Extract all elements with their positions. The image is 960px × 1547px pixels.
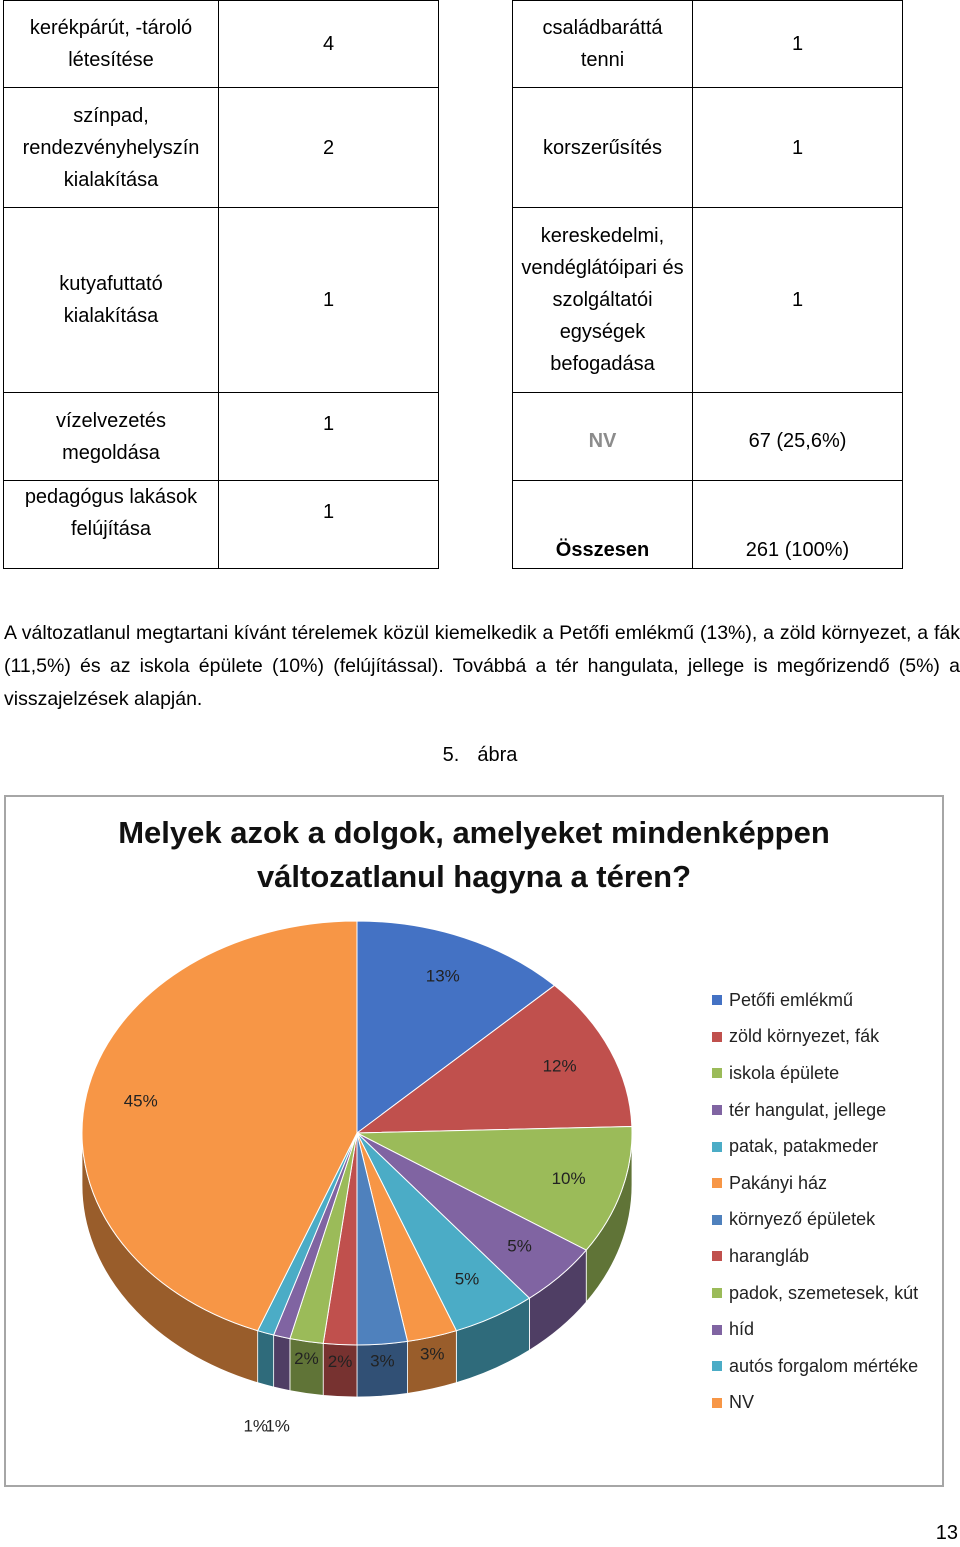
table-cell-value: 67 (25,6%) bbox=[693, 393, 903, 481]
pie-data-label: 3% bbox=[419, 1344, 445, 1364]
pie-tops bbox=[82, 921, 632, 1345]
pie-data-label: 2% bbox=[294, 1348, 319, 1368]
legend-swatch bbox=[712, 1105, 722, 1115]
table-cell-value: 1 bbox=[219, 208, 439, 393]
table-cell-label: családbaráttá tenni bbox=[513, 1, 693, 88]
legend-item bbox=[712, 982, 918, 1019]
nv-label: NV bbox=[513, 393, 693, 481]
table-cell-value: 1 bbox=[219, 481, 439, 569]
pie-data-label: 2% bbox=[327, 1352, 353, 1372]
chart-legend bbox=[712, 982, 918, 1421]
legend-item bbox=[712, 1202, 918, 1239]
legend-item bbox=[712, 1348, 918, 1385]
pie-data-label: 45% bbox=[123, 1091, 158, 1111]
table-cell-label: kerékpárút, -tároló létesítése bbox=[4, 1, 219, 88]
legend-swatch bbox=[712, 1251, 722, 1261]
table-cell-value: 1 bbox=[219, 393, 439, 481]
legend-swatch bbox=[712, 1178, 722, 1188]
body-paragraph: A változatlanul megtartani kívánt térelemek közül kiemelkedik a Petőfi emlékmű (13%), a zöld környezet, a fák (11,5%) és az iskola épülete (10%) (felújítással). Továbbá a tér hangulata, jellege is megőrizendő (5%) a visszajelzések alapján. bbox=[4, 622, 960, 710]
figure-caption bbox=[0, 740, 960, 770]
figure-number: 5. bbox=[442, 744, 460, 766]
table-cell-label: pedagógus lakások felújítása bbox=[4, 481, 219, 569]
legend-label: patak, patakmeder bbox=[729, 1136, 879, 1157]
legend-swatch bbox=[712, 1288, 722, 1298]
legend-label: környező épületek bbox=[729, 1209, 876, 1230]
table-cell-label: vízelvezetés megoldása bbox=[4, 393, 219, 481]
table-cell-value: 2 bbox=[219, 88, 439, 208]
legend-swatch bbox=[712, 1068, 722, 1078]
legend-item bbox=[712, 1128, 918, 1165]
legend-swatch bbox=[712, 1325, 722, 1335]
pie-data-label: 13% bbox=[425, 966, 460, 986]
table-cell-value: 4 bbox=[219, 1, 439, 88]
legend-item bbox=[712, 1019, 918, 1056]
legend-label: NV bbox=[729, 1392, 755, 1413]
pie-data-label: 10% bbox=[551, 1168, 586, 1188]
table-cell-label: kutyafuttató kialakítása bbox=[4, 208, 219, 393]
legend-item bbox=[712, 1275, 918, 1312]
legend-swatch bbox=[712, 1398, 722, 1408]
legend-item bbox=[712, 1092, 918, 1129]
table-cell-value: 1 bbox=[693, 88, 903, 208]
legend-swatch bbox=[712, 1215, 722, 1225]
table-right bbox=[512, 0, 903, 569]
legend-swatch bbox=[712, 995, 722, 1005]
pie-slice-side bbox=[274, 1335, 290, 1391]
pie-data-label: 1% bbox=[243, 1416, 269, 1436]
pie-data-label: 1% bbox=[265, 1416, 290, 1436]
legend-label: harangláb bbox=[729, 1245, 810, 1266]
legend-swatch bbox=[712, 1032, 722, 1042]
total-label: Összesen bbox=[513, 481, 693, 569]
total-value: 261 (100%) bbox=[693, 481, 903, 569]
table-cell-value: 1 bbox=[693, 1, 903, 88]
legend-swatch bbox=[712, 1142, 722, 1152]
page-number: 13 bbox=[935, 1522, 958, 1544]
legend-item bbox=[712, 1311, 918, 1348]
table-left bbox=[3, 0, 439, 569]
table-cell-label: korszerűsítés bbox=[513, 88, 693, 208]
table-cell-value: 1 bbox=[693, 208, 903, 393]
pie-slice-side bbox=[258, 1331, 274, 1387]
pie-data-label: 3% bbox=[370, 1351, 395, 1371]
table-cell-label: színpad, rendezvényhelyszín kialakítása bbox=[4, 88, 219, 208]
chart-title: Melyek azok a dolgok, amelyeket mindenképpen változatlanul hagyna a téren? bbox=[118, 815, 830, 894]
table-cell-label: kereskedelmi, vendéglátóipari és szolgáltatói egységek befogadása bbox=[513, 208, 693, 393]
legend-label: padok, szemetesek, kút bbox=[729, 1282, 919, 1303]
legend-label: autós forgalom mértéke bbox=[729, 1355, 919, 1376]
pie-data-label: 5% bbox=[507, 1236, 532, 1256]
legend-label: tér hangulat, jellege bbox=[729, 1099, 887, 1120]
pie-chart bbox=[4, 795, 944, 1487]
legend-item bbox=[712, 1238, 918, 1275]
figure-label: ábra bbox=[477, 744, 518, 766]
legend-swatch bbox=[712, 1361, 722, 1371]
legend-item bbox=[712, 1055, 918, 1092]
legend-label: Petőfi emlékmű bbox=[729, 989, 854, 1010]
legend-label: híd bbox=[729, 1319, 755, 1340]
pie-data-label: 5% bbox=[454, 1269, 480, 1289]
legend-item bbox=[712, 1385, 918, 1422]
legend-label: Pakányi ház bbox=[729, 1172, 828, 1193]
legend-label: iskola épülete bbox=[729, 1062, 840, 1083]
pie-data-label: 12% bbox=[542, 1056, 577, 1076]
legend-item bbox=[712, 1165, 918, 1202]
legend-label: zöld környezet, fák bbox=[729, 1026, 880, 1047]
